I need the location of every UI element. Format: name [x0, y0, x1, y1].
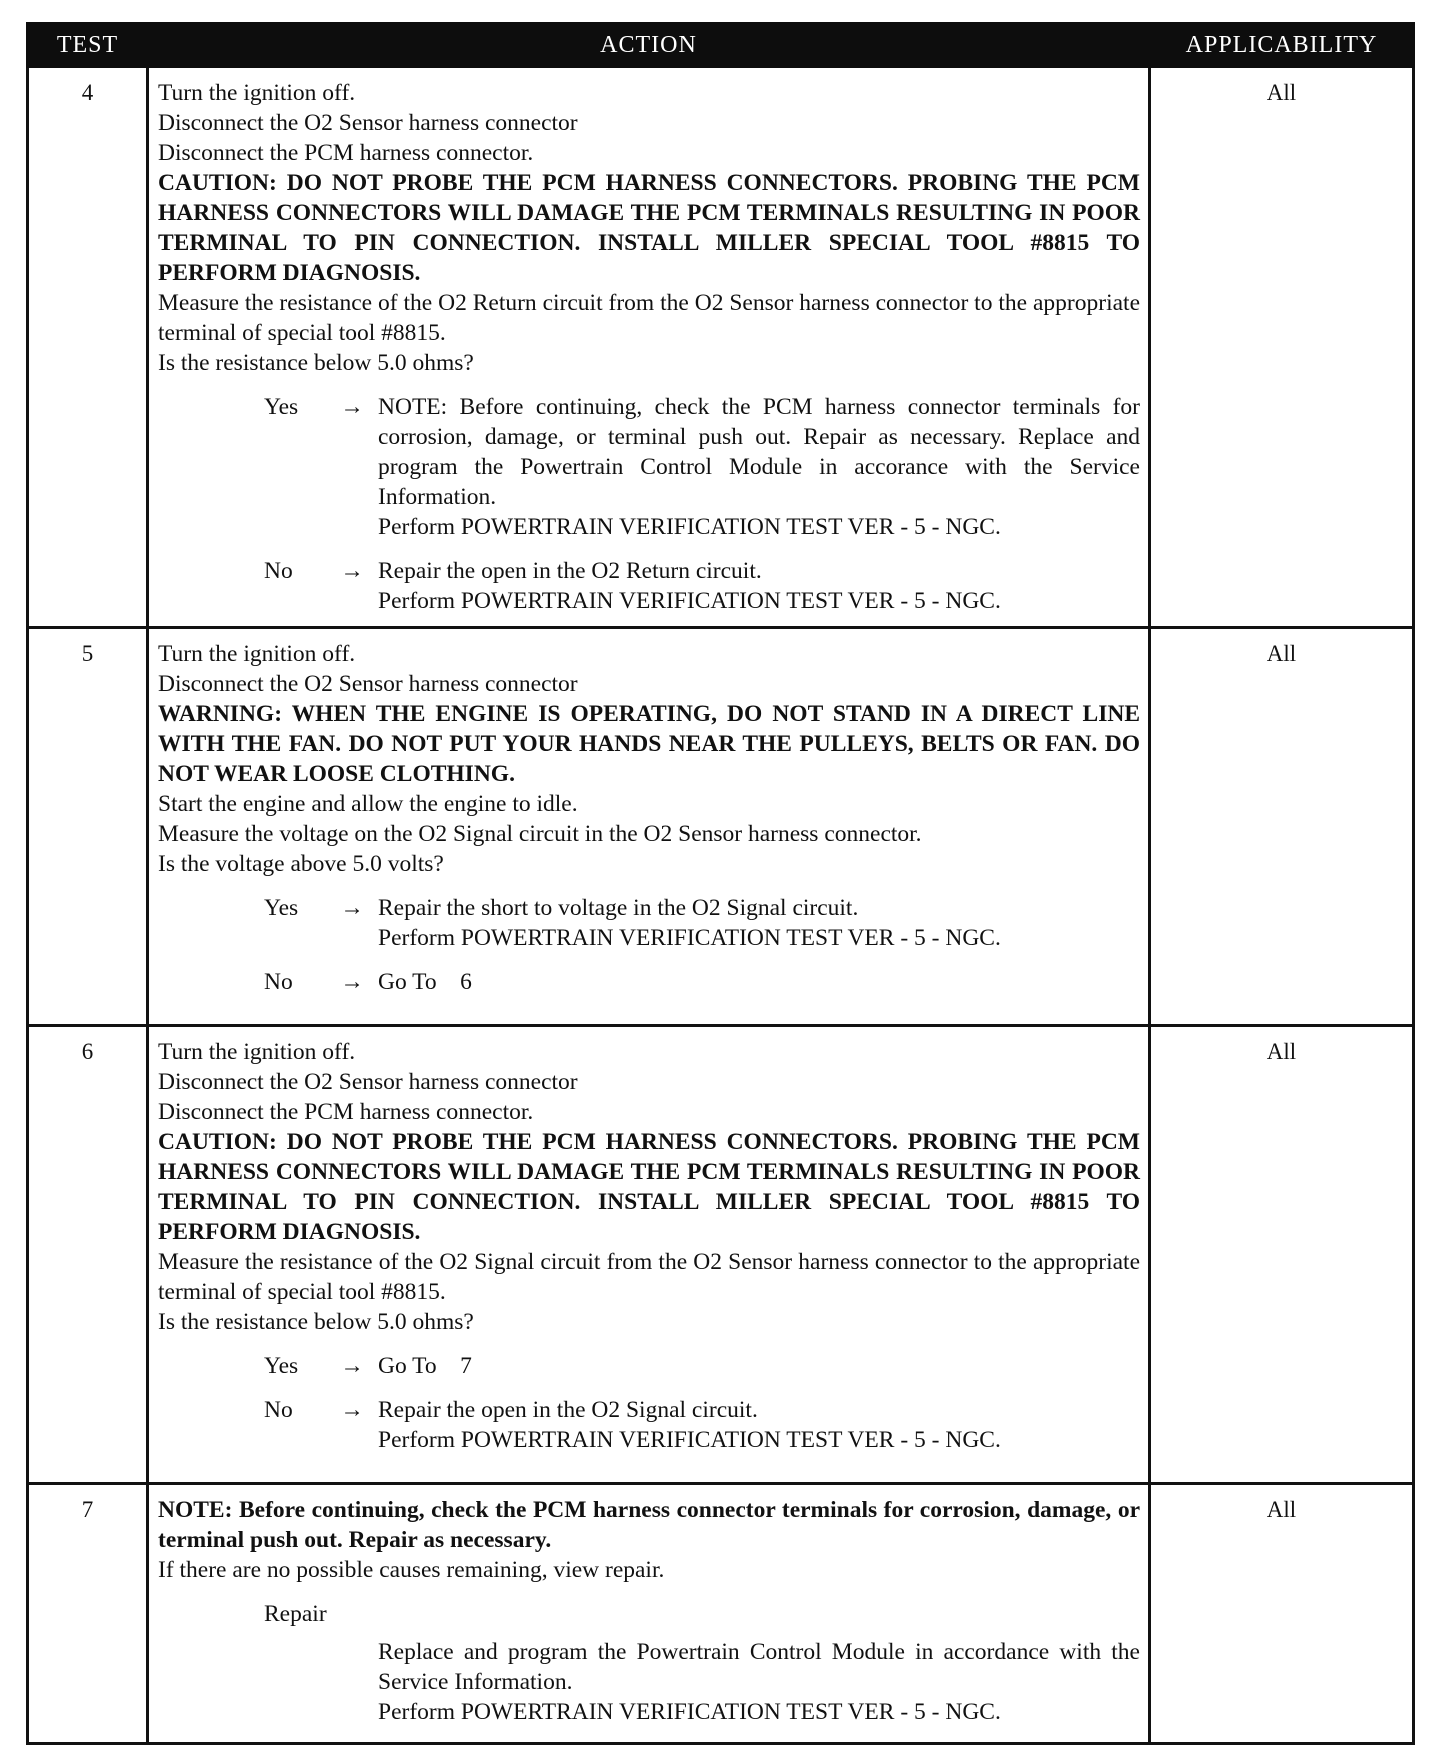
- no-outcome: [158, 1395, 1140, 1455]
- yes-instruction: Go To 7: [378, 1353, 472, 1379]
- action-step: Disconnect the O2 Sensor harness connector: [158, 1069, 578, 1095]
- yes-label: Yes: [264, 895, 299, 921]
- action-step: Start the engine and allow the engine to idle.: [158, 791, 578, 817]
- applicability-value: All: [1150, 628, 1414, 1026]
- table-header-row: [28, 24, 1414, 67]
- no-outcome: [158, 556, 1140, 616]
- test-number: 4: [28, 67, 148, 628]
- header-applicability: APPLICABILITY: [1150, 24, 1414, 67]
- arrow-icon: →: [340, 895, 364, 921]
- test-number: 7: [28, 1484, 148, 1744]
- test-number: 6: [28, 1026, 148, 1484]
- question-text: Is the resistance below 5.0 ohms?: [158, 350, 474, 376]
- action-step: Turn the ignition off.: [158, 1039, 356, 1065]
- yes-outcome: [158, 392, 1140, 542]
- diagnostic-procedure-page: [26, 22, 1412, 1745]
- no-instruction: Repair the open in the O2 Signal circuit.: [378, 1397, 758, 1423]
- no-instruction: Repair the open in the O2 Return circuit.: [378, 558, 762, 584]
- table-row: [28, 1484, 1414, 1744]
- arrow-icon: →: [340, 969, 364, 995]
- caution-text: CAUTION: DO NOT PROBE THE PCM HARNESS CONNECTORS. PROBING THE PCM HARNESS CONNECTORS WILL DAMAGE THE PCM TERMINALS RESULTING IN POOR TERMINAL TO PIN CONNECTION. INSTALL MILLER SPECIAL TOOL #8815 TO PERFORM DIAGNOSIS.: [158, 1129, 1140, 1245]
- action-step: Disconnect the PCM harness connector.: [158, 1099, 534, 1125]
- diagnostic-table: [26, 22, 1415, 1745]
- yes-outcome: [158, 893, 1140, 953]
- applicability-value: All: [1150, 67, 1414, 628]
- question-text: Is the resistance below 5.0 ohms?: [158, 1309, 474, 1335]
- applicability-value: All: [1150, 1026, 1414, 1484]
- no-label: No: [264, 558, 293, 584]
- yes-perform: Perform POWERTRAIN VERIFICATION TEST VER - 5 - NGC.: [378, 925, 1001, 951]
- arrow-icon: →: [340, 558, 364, 584]
- header-test: TEST: [28, 24, 148, 67]
- yes-label: Yes: [264, 394, 299, 420]
- no-perform: Perform POWERTRAIN VERIFICATION TEST VER - 5 - NGC.: [378, 588, 1001, 614]
- applicability-value: All: [1150, 1484, 1414, 1744]
- arrow-icon: →: [340, 1353, 364, 1379]
- test-number: 5: [28, 628, 148, 1026]
- arrow-icon: →: [340, 394, 364, 420]
- no-instruction: Go To 6: [378, 969, 472, 995]
- no-label: No: [264, 969, 293, 995]
- warning-text: WARNING: WHEN THE ENGINE IS OPERATING, DO NOT STAND IN A DIRECT LINE WITH THE FAN. DO NOT PUT YOUR HANDS NEAR THE PULLEYS, BELTS OR FAN. DO NOT WEAR LOOSE CLOTHING.: [158, 701, 1140, 787]
- action-cell: [148, 1484, 1150, 1744]
- repair-instruction: Replace and program the Powertrain Control Module in accordance with the Service Information.: [378, 1639, 1140, 1695]
- action-step: Turn the ignition off.: [158, 80, 356, 106]
- action-cell: [148, 1026, 1150, 1484]
- no-outcome: [158, 967, 1140, 997]
- no-perform: Perform POWERTRAIN VERIFICATION TEST VER - 5 - NGC.: [378, 1427, 1001, 1453]
- action-step: Turn the ignition off.: [158, 641, 356, 667]
- yes-instruction: Repair the short to voltage in the O2 Signal circuit.: [378, 895, 859, 921]
- note-text: NOTE: Before continuing, check the PCM harness connector terminals for corrosion, damage, or terminal push out. Repair as necessary.: [158, 1497, 1140, 1553]
- action-step: Disconnect the PCM harness connector.: [158, 140, 534, 166]
- measure-instruction: Measure the resistance of the O2 Return circuit from the O2 Sensor harness connector to the appropriate terminal of special tool #8815.: [158, 290, 1140, 346]
- yes-label: Yes: [264, 1353, 299, 1379]
- caution-text: CAUTION: DO NOT PROBE THE PCM HARNESS CONNECTORS. PROBING THE PCM HARNESS CONNECTORS WILL DAMAGE THE PCM TERMINALS RESULTING IN POOR TERMINAL TO PIN CONNECTION. INSTALL MILLER SPECIAL TOOL #8815 TO PERFORM DIAGNOSIS.: [158, 170, 1140, 286]
- action-cell: [148, 628, 1150, 1026]
- yes-perform: Perform POWERTRAIN VERIFICATION TEST VER - 5 - NGC.: [378, 514, 1001, 540]
- yes-instruction: NOTE: Before continuing, check the PCM harness connector terminals for corrosion, damage, or terminal push out. Repair as necessary. Replace and program the Powertrain Control Module in accorance with the Service Information.: [378, 394, 1140, 510]
- repair-perform: Perform POWERTRAIN VERIFICATION TEST VER - 5 - NGC.: [378, 1699, 1001, 1725]
- table-row: [28, 628, 1414, 1026]
- arrow-icon: →: [340, 1397, 364, 1423]
- action-cell: [148, 67, 1150, 628]
- action-step: Measure the voltage on the O2 Signal circuit in the O2 Sensor harness connector.: [158, 821, 922, 847]
- repair-label: Repair: [264, 1601, 327, 1627]
- action-step: If there are no possible causes remaining, view repair.: [158, 1557, 665, 1583]
- table-row: [28, 67, 1414, 628]
- action-step: Disconnect the O2 Sensor harness connector: [158, 110, 578, 136]
- yes-outcome: [158, 1351, 1140, 1381]
- header-action: ACTION: [148, 24, 1150, 67]
- table-row: [28, 1026, 1414, 1484]
- question-text: Is the voltage above 5.0 volts?: [158, 851, 444, 877]
- action-step: Disconnect the O2 Sensor harness connector: [158, 671, 578, 697]
- measure-instruction: Measure the resistance of the O2 Signal circuit from the O2 Sensor harness connector to the appropriate terminal of special tool #8815.: [158, 1249, 1140, 1305]
- no-label: No: [264, 1397, 293, 1423]
